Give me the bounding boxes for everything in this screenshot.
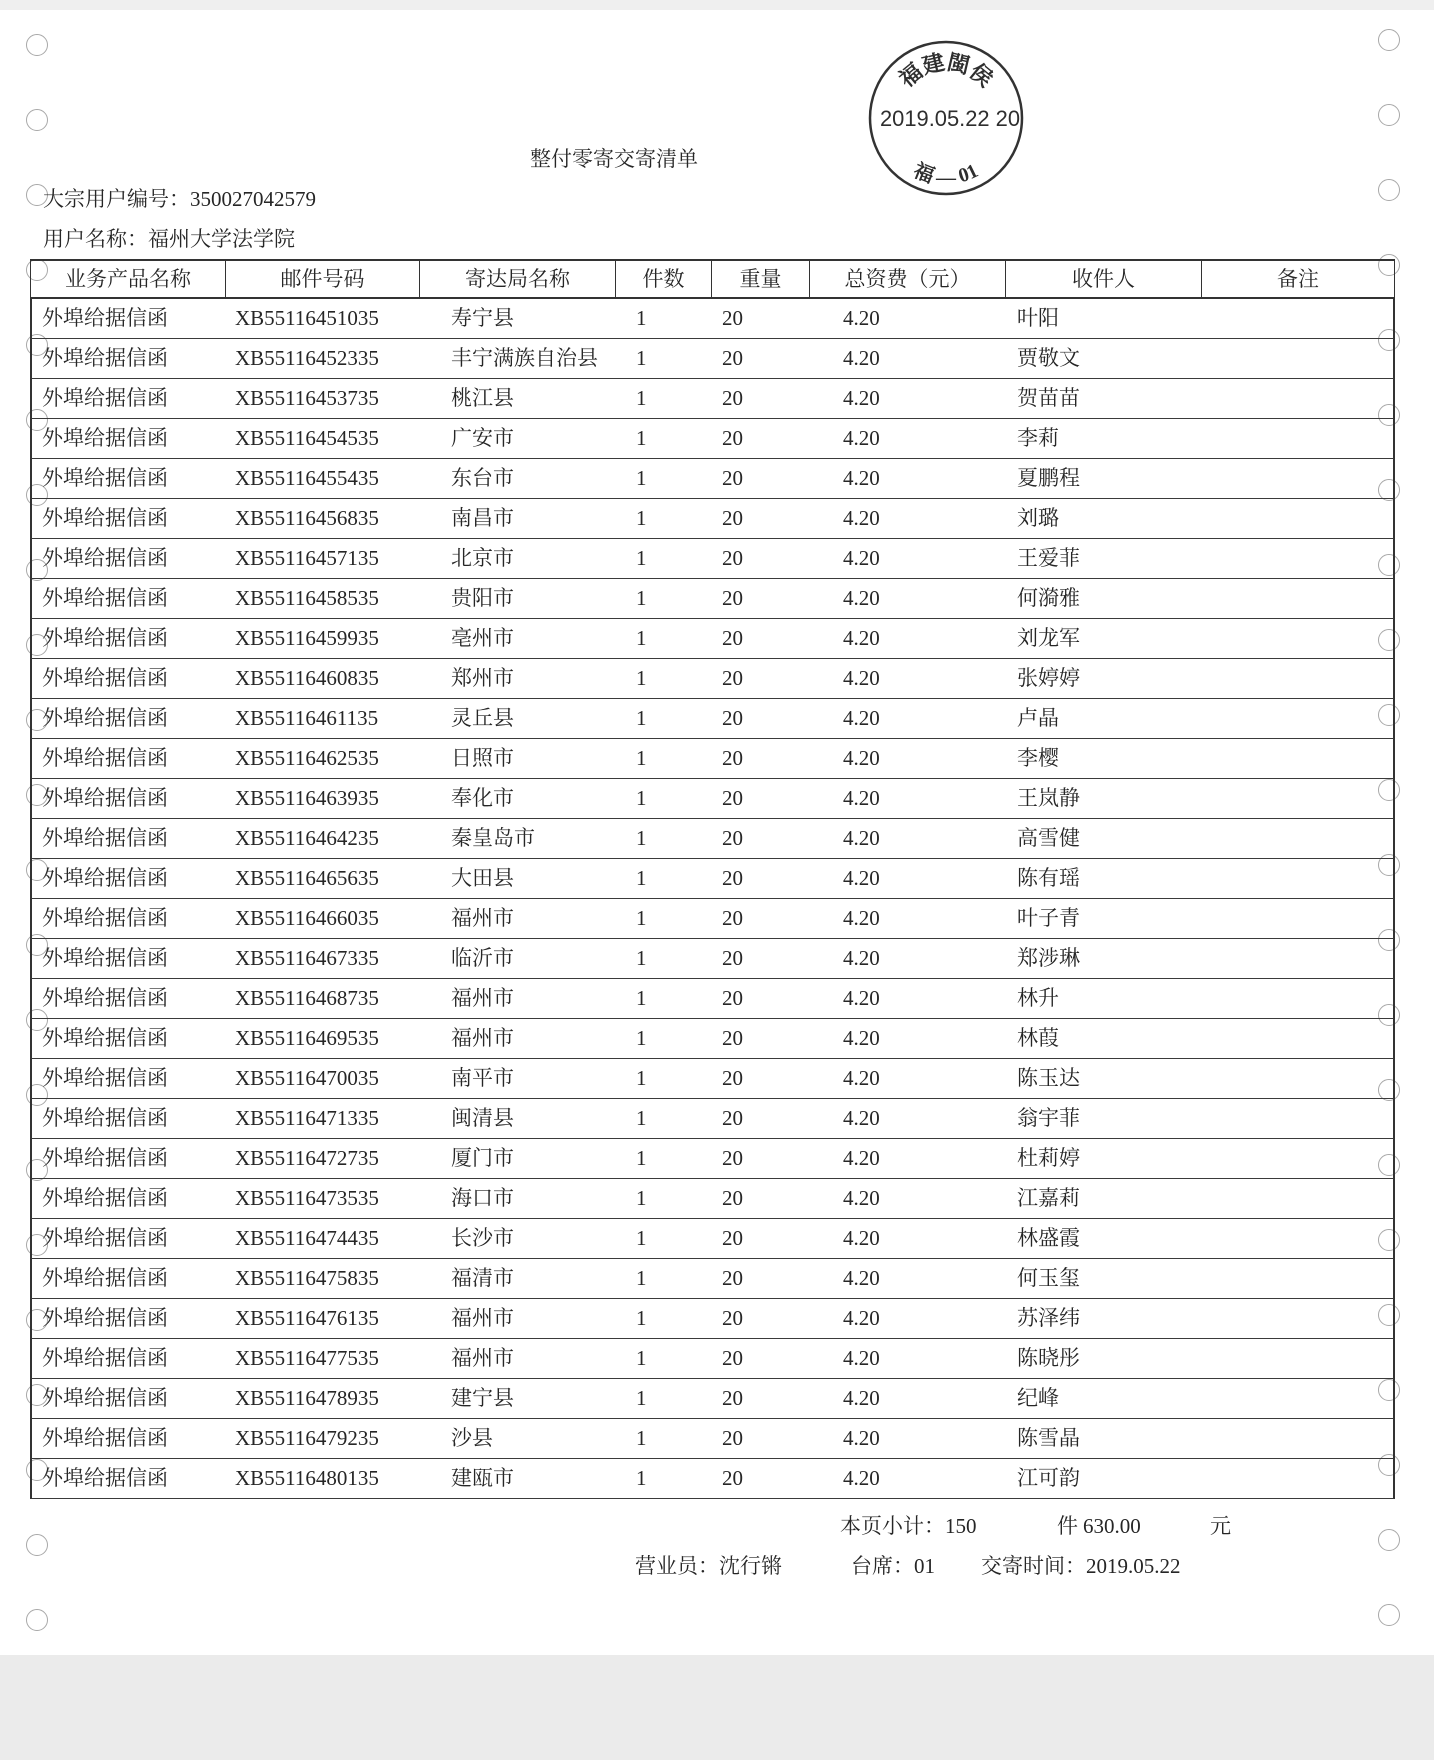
cell-recipient: 林葭	[1017, 1026, 1059, 1050]
cell-weight: 20	[722, 666, 743, 690]
stamp-bottom-text: 福 — 01	[910, 159, 982, 189]
cell-tracking-number: XB55116451035	[235, 306, 379, 330]
cell-fee: 4.20	[843, 666, 880, 690]
cell-fee: 4.20	[843, 586, 880, 610]
cell-tracking-number: XB55116459935	[235, 626, 379, 650]
cell-tracking-number: XB55116475835	[235, 1266, 379, 1290]
table-row	[30, 1379, 1395, 1419]
cell-weight: 20	[722, 466, 743, 490]
cell-tracking-number: XB55116476135	[235, 1306, 379, 1330]
column-header-weight: 重量	[711, 261, 809, 297]
table-row	[30, 539, 1395, 579]
cell-recipient: 卢晶	[1017, 706, 1059, 730]
svg-text:福 — 01	[909, 159, 981, 189]
cell-weight: 20	[722, 786, 743, 810]
cell-destination: 福州市	[451, 986, 514, 1010]
cell-recipient: 江嘉莉	[1017, 1186, 1080, 1210]
document-title: 整付零寄交寄清单	[530, 147, 698, 171]
subtotal-amount: 630.00	[1083, 1514, 1141, 1538]
clerk-line	[635, 1554, 782, 1578]
cell-recipient: 纪峰	[1017, 1386, 1059, 1410]
punch-hole	[26, 1609, 48, 1631]
cell-recipient: 王爱菲	[1017, 546, 1080, 570]
column-header-destination: 寄达局名称	[419, 261, 615, 297]
cell-weight: 20	[722, 426, 743, 450]
cell-tracking-number: XB55116480135	[235, 1466, 379, 1490]
cell-recipient: 翁宇菲	[1017, 1106, 1080, 1130]
cell-tracking-number: XB55116458535	[235, 586, 379, 610]
cell-recipient: 叶子青	[1017, 906, 1080, 930]
cell-destination: 亳州市	[451, 626, 514, 650]
cell-product: 外埠给据信函	[42, 466, 168, 490]
table-row	[30, 1419, 1395, 1459]
table-row	[30, 979, 1395, 1019]
cell-destination: 大田县	[451, 866, 514, 890]
cell-tracking-number: XB55116460835	[235, 666, 379, 690]
cell-fee: 4.20	[843, 466, 880, 490]
cell-product: 外埠给据信函	[42, 506, 168, 530]
column-header-fee: 总资费（元）	[809, 261, 1005, 297]
customer-name-value: 福州大学法学院	[148, 227, 295, 251]
cell-product: 外埠给据信函	[42, 586, 168, 610]
subtotal-label: 本页小计：	[840, 1514, 945, 1538]
cell-fee: 4.20	[843, 1066, 880, 1090]
cell-product: 外埠给据信函	[42, 1226, 168, 1250]
scan-bottom-margin	[0, 1655, 1434, 1760]
cell-weight: 20	[722, 1386, 743, 1410]
cell-destination: 建瓯市	[451, 1466, 514, 1490]
stamp-top-text: 福建閩侯	[894, 49, 998, 92]
cell-product: 外埠给据信函	[42, 826, 168, 850]
cell-fee: 4.20	[843, 306, 880, 330]
mailing-list-table	[30, 259, 1395, 1503]
cell-weight: 20	[722, 1226, 743, 1250]
table-row	[30, 1259, 1395, 1299]
cell-destination: 海口市	[451, 1186, 514, 1210]
cell-product: 外埠给据信函	[42, 1066, 168, 1090]
cell-product: 外埠给据信函	[42, 1346, 168, 1370]
punch-hole	[26, 1534, 48, 1556]
cell-pieces: 1	[636, 386, 647, 410]
cell-destination: 秦皇岛市	[451, 826, 535, 850]
cell-destination: 福清市	[451, 1266, 514, 1290]
table-row	[30, 1019, 1395, 1059]
table-row	[30, 1339, 1395, 1379]
cell-fee: 4.20	[843, 826, 880, 850]
cell-weight: 20	[722, 906, 743, 930]
table-row	[30, 819, 1395, 859]
cell-weight: 20	[722, 1026, 743, 1050]
table-row	[30, 1299, 1395, 1339]
cell-pieces: 1	[636, 986, 647, 1010]
cell-tracking-number: XB55116462535	[235, 746, 379, 770]
cell-fee: 4.20	[843, 946, 880, 970]
cell-pieces: 1	[636, 746, 647, 770]
table-row	[30, 699, 1395, 739]
cell-product: 外埠给据信函	[42, 1186, 168, 1210]
cell-product: 外埠给据信函	[42, 1026, 168, 1050]
cell-destination: 福州市	[451, 1346, 514, 1370]
cell-recipient: 叶阳	[1017, 306, 1059, 330]
cell-destination: 广安市	[451, 426, 514, 450]
customer-name-label: 用户名称：	[43, 227, 148, 251]
cell-tracking-number: XB55116471335	[235, 1106, 379, 1130]
subtotal-count-value: 150	[945, 1514, 977, 1538]
cell-pieces: 1	[636, 1346, 647, 1370]
cell-fee: 4.20	[843, 1186, 880, 1210]
cell-destination: 丰宁满族自治县	[451, 346, 598, 370]
posting-time-line	[981, 1554, 1181, 1578]
cell-fee: 4.20	[843, 1426, 880, 1450]
cell-weight: 20	[722, 1146, 743, 1170]
cell-destination: 沙县	[451, 1426, 493, 1450]
cell-fee: 4.20	[843, 346, 880, 370]
cell-fee: 4.20	[843, 1466, 880, 1490]
cell-product: 外埠给据信函	[42, 906, 168, 930]
cell-recipient: 江可韵	[1017, 1466, 1080, 1490]
cell-tracking-number: XB55116473535	[235, 1186, 379, 1210]
scan-top-margin	[0, 0, 1434, 10]
cell-tracking-number: XB55116452335	[235, 346, 379, 370]
cell-recipient: 杜莉婷	[1017, 1146, 1080, 1170]
cell-recipient: 陈雪晶	[1017, 1426, 1080, 1450]
cell-recipient: 高雪健	[1017, 826, 1080, 850]
cell-fee: 4.20	[843, 1306, 880, 1330]
cell-fee: 4.20	[843, 546, 880, 570]
cell-fee: 4.20	[843, 1346, 880, 1370]
cell-recipient: 刘龙军	[1017, 626, 1080, 650]
customer-id-value: 350027042579	[190, 187, 316, 211]
table-row	[30, 339, 1395, 379]
punch-hole	[1378, 1604, 1400, 1626]
cell-pieces: 1	[636, 346, 647, 370]
cell-weight: 20	[722, 306, 743, 330]
cell-tracking-number: XB55116465635	[235, 866, 379, 890]
cell-fee: 4.20	[843, 626, 880, 650]
cell-product: 外埠给据信函	[42, 866, 168, 890]
cell-pieces: 1	[636, 426, 647, 450]
cell-weight: 20	[722, 506, 743, 530]
counter-value: 01	[914, 1554, 935, 1578]
cell-weight: 20	[722, 1106, 743, 1130]
cell-product: 外埠给据信函	[42, 1306, 168, 1330]
cell-weight: 20	[722, 746, 743, 770]
cell-product: 外埠给据信函	[42, 1386, 168, 1410]
cell-product: 外埠给据信函	[42, 306, 168, 330]
cell-recipient: 郑涉琳	[1017, 946, 1080, 970]
cell-product: 外埠给据信函	[42, 666, 168, 690]
cell-tracking-number: XB55116472735	[235, 1146, 379, 1170]
cell-recipient: 陈有瑶	[1017, 866, 1080, 890]
cell-pieces: 1	[636, 1386, 647, 1410]
cell-destination: 福州市	[451, 1026, 514, 1050]
cell-product: 外埠给据信函	[42, 546, 168, 570]
cell-pieces: 1	[636, 1266, 647, 1290]
clerk-name: 沈行锵	[719, 1554, 782, 1578]
table-row	[30, 459, 1395, 499]
pieces-unit: 件	[1057, 1514, 1078, 1538]
cell-pieces: 1	[636, 506, 647, 530]
cell-weight: 20	[722, 386, 743, 410]
table-row	[30, 499, 1395, 539]
cell-tracking-number: XB55116463935	[235, 786, 379, 810]
customer-id-line	[43, 187, 316, 211]
cell-recipient: 林升	[1017, 986, 1059, 1010]
cell-weight: 20	[722, 946, 743, 970]
posting-time-label: 交寄时间：	[981, 1554, 1086, 1578]
cell-fee: 4.20	[843, 906, 880, 930]
customer-name-line	[43, 227, 295, 251]
cell-fee: 4.20	[843, 1146, 880, 1170]
counter-line	[851, 1554, 935, 1578]
cell-pieces: 1	[636, 906, 647, 930]
subtotal-count	[840, 1514, 977, 1538]
customer-id-label: 大宗用户编号：	[43, 187, 190, 211]
cell-tracking-number: XB55116468735	[235, 986, 379, 1010]
cell-weight: 20	[722, 986, 743, 1010]
cell-pieces: 1	[636, 1186, 647, 1210]
cell-weight: 20	[722, 866, 743, 890]
cell-fee: 4.20	[843, 386, 880, 410]
table-row	[30, 619, 1395, 659]
cell-destination: 厦门市	[451, 1146, 514, 1170]
cell-weight: 20	[722, 1186, 743, 1210]
cell-pieces: 1	[636, 1106, 647, 1130]
cell-tracking-number: XB55116454535	[235, 426, 379, 450]
cell-destination: 奉化市	[451, 786, 514, 810]
cell-tracking-number: XB55116477535	[235, 1346, 379, 1370]
cell-product: 外埠给据信函	[42, 986, 168, 1010]
cell-product: 外埠给据信函	[42, 1426, 168, 1450]
cell-tracking-number: XB55116453735	[235, 386, 379, 410]
cell-destination: 寿宁县	[451, 306, 514, 330]
cell-recipient: 陈玉达	[1017, 1066, 1080, 1090]
cell-fee: 4.20	[843, 1266, 880, 1290]
table-row	[30, 779, 1395, 819]
cell-recipient: 李樱	[1017, 746, 1059, 770]
cell-pieces: 1	[636, 1306, 647, 1330]
cell-fee: 4.20	[843, 1106, 880, 1130]
table-row	[30, 659, 1395, 699]
cell-destination: 贵阳市	[451, 586, 514, 610]
cell-weight: 20	[722, 1466, 743, 1490]
cell-destination: 南平市	[451, 1066, 514, 1090]
table-row	[30, 739, 1395, 779]
cell-weight: 20	[722, 586, 743, 610]
cell-pieces: 1	[636, 1426, 647, 1450]
cell-fee: 4.20	[843, 746, 880, 770]
table-row	[30, 1179, 1395, 1219]
table-row	[30, 1459, 1395, 1499]
cell-weight: 20	[722, 1066, 743, 1090]
cell-product: 外埠给据信函	[42, 1106, 168, 1130]
cell-destination: 福州市	[451, 906, 514, 930]
table-row	[30, 899, 1395, 939]
cell-fee: 4.20	[843, 506, 880, 530]
punch-hole	[26, 34, 48, 56]
cell-destination: 桃江县	[451, 386, 514, 410]
cell-tracking-number: XB55116478935	[235, 1386, 379, 1410]
cell-product: 外埠给据信函	[42, 946, 168, 970]
cell-destination: 长沙市	[451, 1226, 514, 1250]
cell-recipient: 苏泽纬	[1017, 1306, 1080, 1330]
cell-recipient: 何漪雅	[1017, 586, 1080, 610]
cell-destination: 北京市	[451, 546, 514, 570]
cell-pieces: 1	[636, 1066, 647, 1090]
column-header-product: 业务产品名称	[30, 261, 225, 297]
cell-product: 外埠给据信函	[42, 1146, 168, 1170]
cell-pieces: 1	[636, 626, 647, 650]
cell-pieces: 1	[636, 826, 647, 850]
cell-recipient: 王岚静	[1017, 786, 1080, 810]
column-header-recipient: 收件人	[1005, 261, 1201, 297]
cell-pieces: 1	[636, 1026, 647, 1050]
cell-weight: 20	[722, 546, 743, 570]
cell-fee: 4.20	[843, 426, 880, 450]
cell-recipient: 贾敬文	[1017, 346, 1080, 370]
cell-recipient: 何玉玺	[1017, 1266, 1080, 1290]
cell-tracking-number: XB55116457135	[235, 546, 379, 570]
table-row	[30, 379, 1395, 419]
cell-product: 外埠给据信函	[42, 746, 168, 770]
cell-tracking-number: XB55116469535	[235, 1026, 379, 1050]
table-row	[30, 419, 1395, 459]
cell-tracking-number: XB55116461135	[235, 706, 379, 730]
cell-destination: 东台市	[451, 466, 514, 490]
column-header-remark: 备注	[1201, 261, 1395, 297]
cell-product: 外埠给据信函	[42, 1266, 168, 1290]
cell-pieces: 1	[636, 306, 647, 330]
cell-tracking-number: XB55116479235	[235, 1426, 379, 1450]
cell-weight: 20	[722, 626, 743, 650]
cell-tracking-number: XB55116464235	[235, 826, 379, 850]
cell-pieces: 1	[636, 586, 647, 610]
cell-recipient: 刘璐	[1017, 506, 1059, 530]
cell-weight: 20	[722, 706, 743, 730]
cell-product: 外埠给据信函	[42, 346, 168, 370]
punch-hole	[1378, 29, 1400, 51]
cell-weight: 20	[722, 1346, 743, 1370]
cell-weight: 20	[722, 1306, 743, 1330]
cell-pieces: 1	[636, 1226, 647, 1250]
punch-hole	[1378, 179, 1400, 201]
cell-fee: 4.20	[843, 986, 880, 1010]
cell-fee: 4.20	[843, 1386, 880, 1410]
cell-recipient: 陈晓彤	[1017, 1346, 1080, 1370]
cell-tracking-number: XB55116470035	[235, 1066, 379, 1090]
cell-pieces: 1	[636, 946, 647, 970]
table-row	[30, 859, 1395, 899]
cell-pieces: 1	[636, 706, 647, 730]
cell-destination: 闽清县	[451, 1106, 514, 1130]
stamp-date: 2019.05.22 20	[880, 106, 1020, 131]
cell-tracking-number: XB55116466035	[235, 906, 379, 930]
table-header	[30, 259, 1395, 299]
punch-hole	[26, 109, 48, 131]
cell-weight: 20	[722, 826, 743, 850]
punch-hole	[1378, 104, 1400, 126]
cell-pieces: 1	[636, 866, 647, 890]
postmark-stamp	[860, 32, 1032, 204]
counter-label: 台席：	[851, 1554, 914, 1578]
cell-tracking-number: XB55116467335	[235, 946, 379, 970]
cell-recipient: 李莉	[1017, 426, 1059, 450]
cell-recipient: 张婷婷	[1017, 666, 1080, 690]
table-row	[30, 1139, 1395, 1179]
cell-fee: 4.20	[843, 866, 880, 890]
cell-recipient: 林盛霞	[1017, 1226, 1080, 1250]
table-row	[30, 579, 1395, 619]
cell-fee: 4.20	[843, 1226, 880, 1250]
cell-pieces: 1	[636, 786, 647, 810]
posting-time-value: 2019.05.22	[1086, 1554, 1181, 1578]
svg-text:福建閩侯	[894, 49, 997, 92]
cell-product: 外埠给据信函	[42, 426, 168, 450]
cell-fee: 4.20	[843, 706, 880, 730]
cell-destination: 灵丘县	[451, 706, 514, 730]
cell-pieces: 1	[636, 1466, 647, 1490]
punch-hole	[1378, 1529, 1400, 1551]
cell-destination: 郑州市	[451, 666, 514, 690]
cell-destination: 建宁县	[451, 1386, 514, 1410]
cell-fee: 4.20	[843, 786, 880, 810]
cell-destination: 南昌市	[451, 506, 514, 530]
cell-destination: 福州市	[451, 1306, 514, 1330]
column-header-tracking-number: 邮件号码	[225, 261, 419, 297]
cell-product: 外埠给据信函	[42, 786, 168, 810]
cell-recipient: 夏鹏程	[1017, 466, 1080, 490]
cell-destination: 日照市	[451, 746, 514, 770]
cell-weight: 20	[722, 1266, 743, 1290]
table-row	[30, 939, 1395, 979]
cell-tracking-number: XB55116456835	[235, 506, 379, 530]
currency-unit: 元	[1210, 1514, 1231, 1538]
cell-product: 外埠给据信函	[42, 386, 168, 410]
cell-tracking-number: XB55116474435	[235, 1226, 379, 1250]
cell-weight: 20	[722, 346, 743, 370]
cell-destination: 临沂市	[451, 946, 514, 970]
cell-product: 外埠给据信函	[42, 626, 168, 650]
cell-pieces: 1	[636, 1146, 647, 1170]
cell-product: 外埠给据信函	[42, 1466, 168, 1490]
cell-tracking-number: XB55116455435	[235, 466, 379, 490]
cell-recipient: 贺苗苗	[1017, 386, 1080, 410]
column-header-pieces: 件数	[615, 261, 711, 297]
table-row	[30, 1219, 1395, 1259]
cell-pieces: 1	[636, 666, 647, 690]
table-row	[30, 299, 1395, 339]
cell-pieces: 1	[636, 466, 647, 490]
table-row	[30, 1099, 1395, 1139]
table-row	[30, 1059, 1395, 1099]
cell-weight: 20	[722, 1426, 743, 1450]
clerk-label: 营业员：	[635, 1554, 719, 1578]
cell-fee: 4.20	[843, 1026, 880, 1050]
cell-product: 外埠给据信函	[42, 706, 168, 730]
cell-pieces: 1	[636, 546, 647, 570]
